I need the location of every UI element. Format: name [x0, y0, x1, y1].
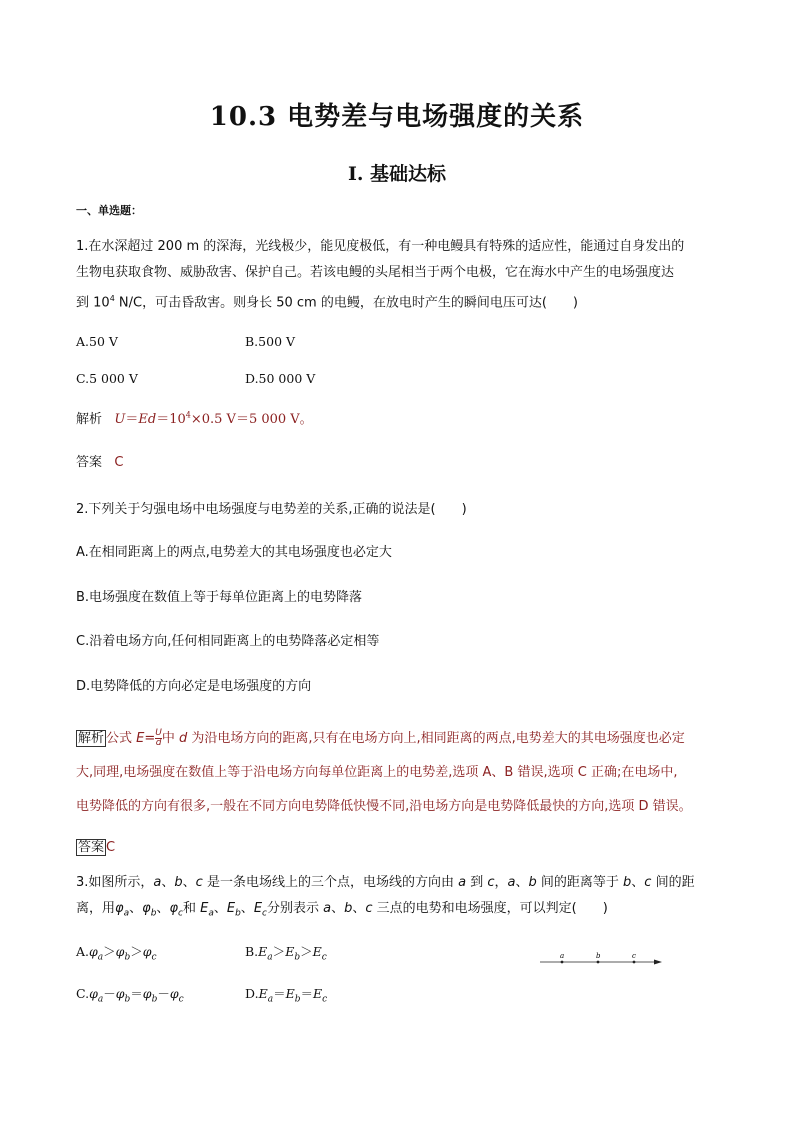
q1-answer: [76, 451, 124, 470]
q1-option-b: B.500 V: [245, 334, 296, 349]
q2-option-a: A.在相同距离上的两点,电势差大的其电场强度也必定大: [76, 545, 392, 560]
question-type-heading: 一、单选题：: [76, 204, 142, 217]
q2-stem: 2.下列关于匀强电场中电场强度与电势差的关系,正确的说法是( ): [76, 502, 467, 517]
answer-label: 答案: [78, 840, 105, 855]
q1-option-c: C.5 000 V: [76, 371, 138, 386]
q2-answer: [76, 836, 115, 855]
q3-stem-line2: 离，用$\varphi_a$、$\varphi_b$、$\varphi_c$和 $E_a$、$E_b$、$E_c$分别表示 a、b、c 三点的电势和电场强度，可以判定( ): [76, 901, 608, 919]
q2-analysis-line3: 电势降低的方向有很多,一般在不同方向电势降低快慢不同,沿电场方向是电势降低最快的方向,选项 D 错误。: [76, 799, 692, 814]
q3-option-c: $C.\varphi_a-\varphi_b=\varphi_b-\varphi_c$: [76, 986, 184, 1005]
q1-stem-line2: 生物电获取食物、威胁敌害、保护自己。若该电鳗的头尾相当于两个电极，它在海水中产生的电场强度达: [76, 265, 675, 280]
analysis-label: 解析: [76, 412, 103, 427]
q1-stem: [76, 234, 721, 316]
q1-option-d: D.50 000 V: [245, 371, 316, 386]
point-b: [597, 961, 600, 964]
q1-option-a: A.50 V: [76, 334, 118, 349]
analysis-label: 解析: [78, 731, 105, 746]
section-subtitle: Ⅰ. 基础达标: [347, 163, 447, 185]
fraction-u-over-d: $\frac{U}{d}$: [155, 728, 162, 748]
q1-stem-line3: 到 $10^4$ N/C，可击昏敌害。则身长 50 cm 的电鳗，在放电时产生的瞬间电压可达( ): [76, 294, 578, 311]
q1-stem-line1: 1.在水深超过 200 m 的深海，光线极少，能见度极低，有一种电鳗具有特殊的适应性，能通过自身发出的: [76, 239, 685, 254]
q3-stem-line1: 3.如图所示，a、b、c 是一条电场线上的三个点，电场线的方向由 a 到 c，a、b 间的距离等于 b、c 间的距: [76, 875, 695, 890]
q3-stem: [76, 870, 721, 927]
answer-label: 答案: [76, 455, 103, 470]
point-a: [561, 961, 564, 964]
q2-analysis: [76, 722, 726, 824]
q1-analysis-formula: $U=Ed=10^4\times 0.5$ V＝5 000 V。: [114, 410, 313, 427]
q2-analysis-line1: 解析 公式 E= $\frac{U}{d}$ 中 d 为沿电场方向的距离,只有在电场方向上,相同距离的两点,电势差大的其电场强度也必定: [78, 728, 685, 748]
label-a: a: [560, 952, 565, 960]
q1-answer-value: C: [114, 455, 124, 470]
q2-option-d: D.电势降低的方向必定是电场强度的方向: [76, 679, 312, 694]
label-c: c: [632, 952, 636, 960]
q2-analysis-line2: 大,同理,电场强度在数值上等于沿电场方向每单位距离上的电势差,选项 A、B 错误,选项 C 正确;在电场中,: [76, 765, 678, 780]
page-title: 10.3 电势差与电场强度的关系: [209, 102, 585, 132]
q3-option-b: $B.E_a>E_b>E_c$: [245, 944, 327, 963]
q1-analysis: [76, 408, 313, 427]
q3-option-a: $A.\varphi_a>\varphi_b>\varphi_c$: [76, 944, 157, 963]
q3-option-d: $D.E_a=E_b=E_c$: [245, 986, 328, 1005]
arrow-head-icon: [654, 960, 662, 965]
label-b: b: [596, 952, 601, 960]
q2-option-c: C.沿着电场方向,任何相同距离上的电势降落必定相等: [76, 634, 380, 649]
q2-option-b: B.电场强度在数值上等于每单位距离上的电势降落: [76, 590, 363, 605]
q2-answer-value: C: [106, 840, 116, 855]
point-c: [633, 961, 636, 964]
electric-field-line-diagram: [538, 950, 668, 970]
